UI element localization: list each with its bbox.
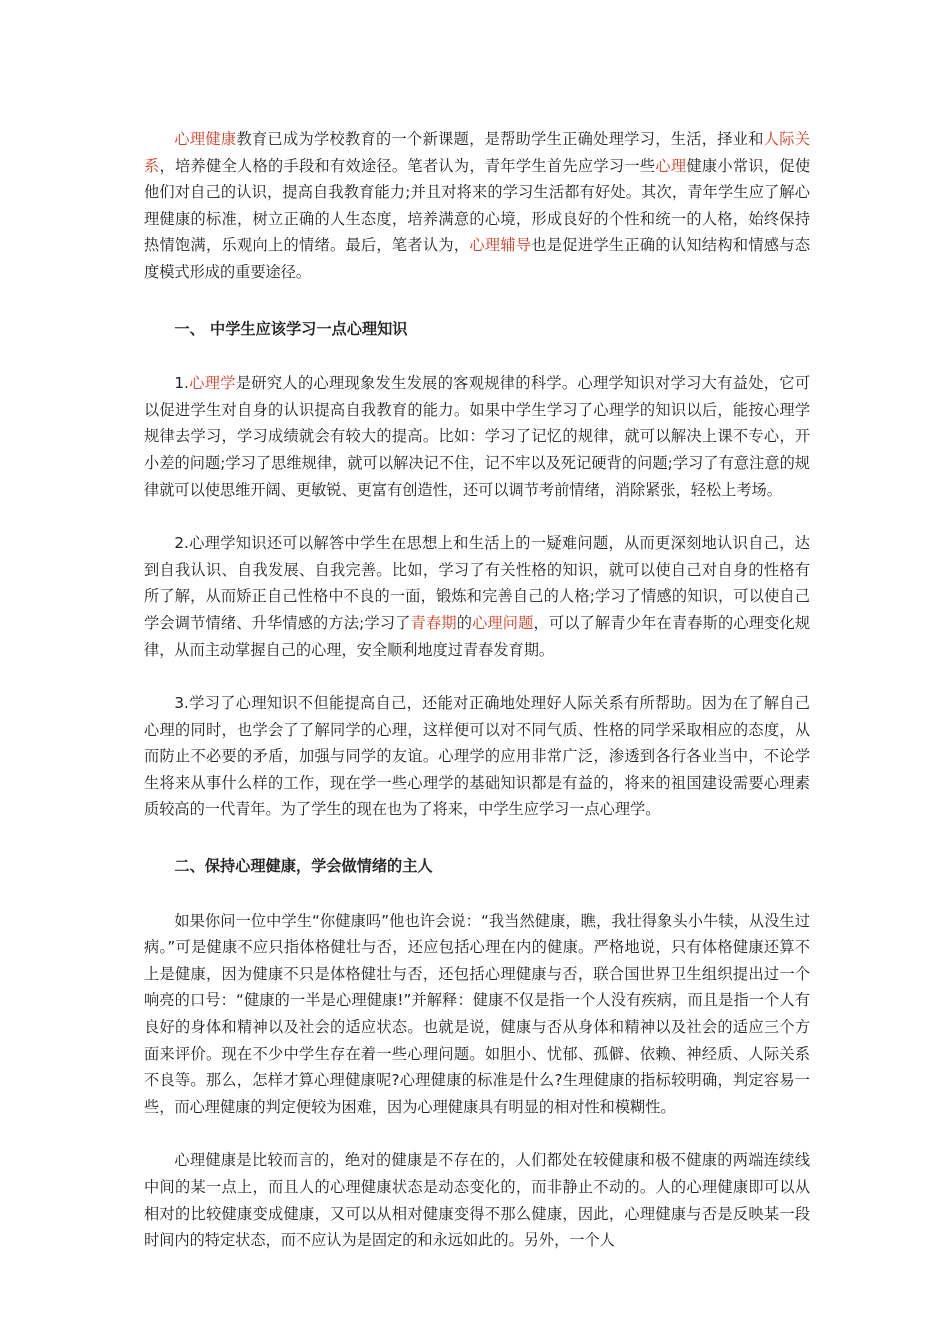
paragraph-text: 是研究人的心理现象发生发展的客观规律的科学。心理学知识对学习大有益处，它可以促进学生对自身的认识提高自我教育的能力。如果中学生学习了心理学的知识以后，能按心理学规律去学习，学习成绩就会有较大的提高。比如：学习了记忆的规律，就可以解决上课不专心，开小差的问题;学习了思维规律，就可以解决记不住，记不牢以及死记硬背的问题;学习了有意注意的规律就可以使思维开阔、更敏锐、更富有创造性，还可以调节考前情绪，消除紧张，轻松上考场。 <box>144 374 811 499</box>
body-paragraph <box>144 370 810 503</box>
paragraph-text: 2.心理学知识还可以解答中学生在思想上和生活上的一疑难问题，从而更深刻地认识自己，达到自我认识、自我发展、自我完善。比如，学习了有关性格的知识，就可以使自己对自身的性格有所了解，从而矫正自己性格中不良的一面，锻炼和完善自己的人格;学习了情感的知识，可以使自己学会调节情绪、升华情感的方法;学习了 <box>144 534 810 632</box>
keyword-link[interactable]: 心理问题 <box>472 613 534 632</box>
paragraph-text: ，培养健全人格的手段和有效途径。笔者认为，青年学生首先应学习一些 <box>159 156 656 175</box>
article-body <box>144 126 810 1254</box>
keyword-link[interactable]: 心理学 <box>188 374 236 393</box>
body-paragraph: 如果你问一位中学生“你健康吗”他也许会说：“我当然健康，瞧，我壮得象头小牛犊，从没生过病。”可是健康不应只指体格健壮与否，还应包括心理在内的健康。严格地说，只有体格健康还算不上是健康，因为健康不只是体格健壮与否，还包括心理健康与否，联合国世界卫生组织提出过一个响亮的口号：“健康的一半是心理健康!”并解释：健康不仅是指一个人没有疾病，而且是指一个人有良好的身体和精神以及社会的适应状态。也就是说，健康与否从身体和精神以及社会的适应三个方面来评价。现在不少中学生存在着一些心理问题。如胆小、忧郁、孤僻、依赖、神经质、人际关系不良等。那么，怎样才算心理健康呢?心理健康的标准是什么?生理健康的指标较明确，判定容易一些，而心理健康的判定便较为困难，因为心理健康具有明显的相对性和模糊性。 <box>144 911 810 1116</box>
body-paragraph: 心理健康是比较而言的，绝对的健康是不存在的，人们都处在较健康和极不健康的两端连续线中间的某一点上，而且人的心理健康状态是动态变化的，而非静止不动的。人的心理健康即可以从相对的比较健康变成健康，又可以从相对健康变得不那么健康，因此，心理健康与否是反映某一段时间内的特定状态，而不应认为是固定的和永远如此的。另外，一个人 <box>144 1151 810 1250</box>
keyword-link[interactable]: 人际关系 <box>144 130 811 175</box>
body-paragraph: 3.学习了心理知识不但能提高自己，还能对正确地处理好人际关系有所帮助。因为在了解自己心理的同时，也学会了了解同学的心理，这样便可以对不同气质、性格的同学采取相应的态度，从而防止不必要的矛盾，加强与同学的友谊。心理学的应用非常广泛，渗透到各行各业当中，不论学生将来从事什么样的工作，现在学一些心理学的基础知识都是有益的，将来的祖国建设需要心理素质较高的一代青年。为了学生的现在也为了将来，中学生应学习一点心理学。 <box>144 694 810 819</box>
paragraph-text: 1. <box>174 374 189 393</box>
body-paragraph <box>144 530 810 663</box>
paragraph-text: ，可以了解青少年在青春斯的心理变化规律，从而主动掌握自己的心理，安全顺利地度过青春发育期。 <box>144 613 811 659</box>
paragraph-text: 健康小常识，促使他们对自己的认识，提高自我教育能力;并且对将来的学习生活都有好处。其次，青年学生应了解心理健康的标准，树立正确的人生态度，培养满意的心境，形成良好的个性和统一的人格，始终保持热情饱满，乐观向上的情绪。最后，笔者认为， <box>144 156 811 255</box>
keyword-link[interactable]: 青春期 <box>410 613 457 632</box>
paragraph-text: 教育已成为学校教育的一个新课题，是帮助学生正确处理学习，生活，择业和 <box>236 130 764 148</box>
section-heading: 一、 中学生应该学习一点心理知识 <box>174 319 408 338</box>
keyword-link[interactable]: 心理 <box>655 156 687 175</box>
intro-paragraph <box>144 126 810 286</box>
paragraph-text: 的 <box>456 613 473 632</box>
keyword-link[interactable]: 心理健康 <box>174 130 237 148</box>
section-heading: 二、保持心理健康，学会做情绪的主人 <box>174 857 433 876</box>
keyword-link[interactable]: 心理辅导 <box>469 236 532 255</box>
paragraph-text: 也是促进学生正确的认知结构和情感与态度模式形成的重要途径。 <box>144 236 811 281</box>
